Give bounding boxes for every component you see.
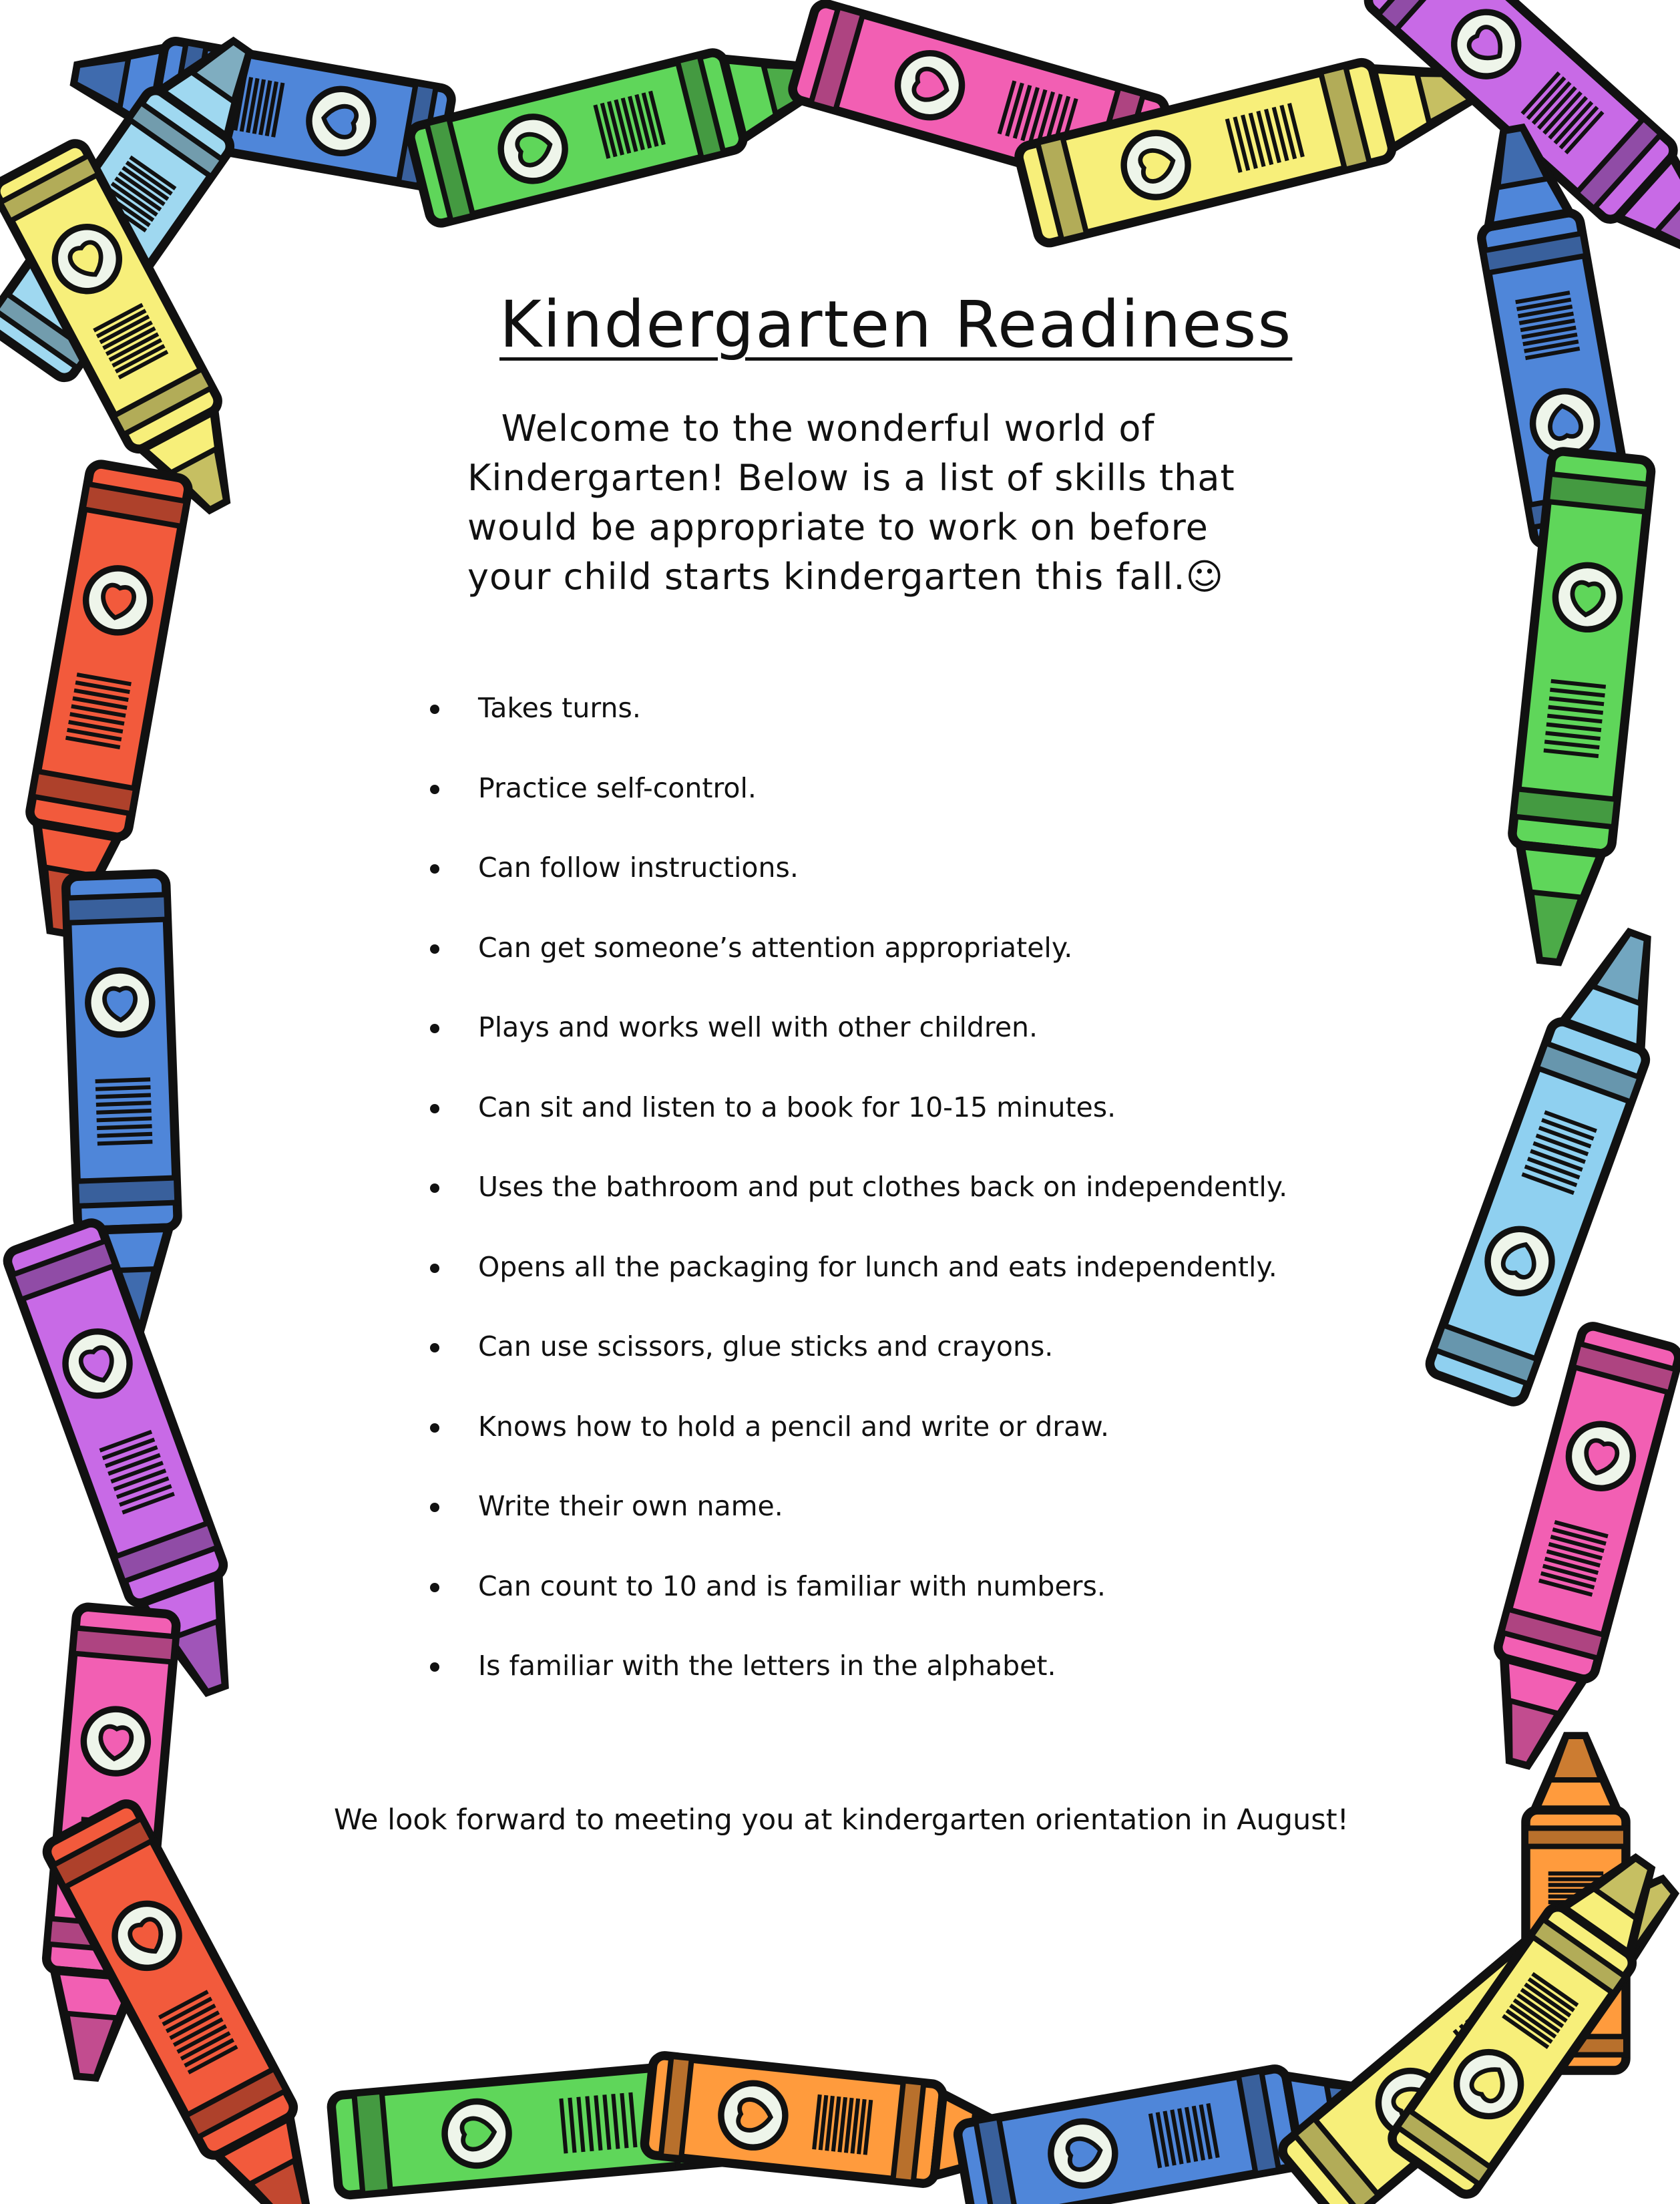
intro-line: your child starts kindergarten this fall.☺ — [467, 556, 1224, 598]
list-item: Plays and works well with other children. — [421, 1004, 1287, 1084]
intro-line: Kindergarten! Below is a list of skills that — [467, 457, 1235, 499]
skills-list — [421, 685, 1287, 1722]
intro-paragraph — [467, 404, 1235, 602]
intro-line: Welcome to the wonderful world of — [501, 407, 1155, 449]
list-item: Uses the bathroom and put clothes back on independently. — [421, 1163, 1287, 1244]
list-item: Takes turns. — [421, 685, 1287, 765]
closing-note: We look forward to meeting you at kindergarten orientation in August! — [334, 1803, 1349, 1837]
list-item: Can use scissors, glue sticks and crayons. — [421, 1323, 1287, 1403]
list-item: Knows how to hold a pencil and write or draw. — [421, 1403, 1287, 1483]
list-item: Can follow instructions. — [421, 844, 1287, 924]
list-item: Is familiar with the letters in the alphabet. — [421, 1642, 1287, 1722]
list-item: Can get someone’s attention appropriately. — [421, 924, 1287, 1004]
intro-line: would be appropriate to work on before — [467, 506, 1209, 548]
list-item: Can count to 10 and is familiar with numbers. — [421, 1563, 1287, 1643]
list-item: Write their own name. — [421, 1483, 1287, 1563]
list-item: Can sit and listen to a book for 10-15 minutes. — [421, 1084, 1287, 1164]
list-item: Opens all the packaging for lunch and eats independently. — [421, 1244, 1287, 1324]
list-item: Practice self-control. — [421, 765, 1287, 845]
page-title: Kindergarten Readiness — [499, 287, 1293, 362]
